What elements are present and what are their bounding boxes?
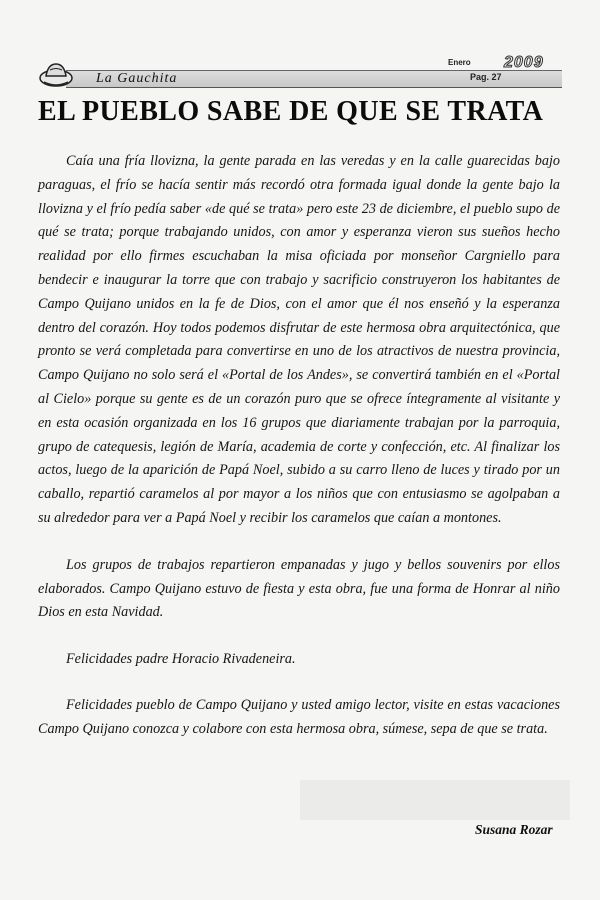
paragraph-2: Los grupos de trabajos repartieron empanadas y jugo y bellos souvenirs por ellos elaborados. Campo Quijano estuvo de fiesta y esta obra, fue una forma de Honrar al niño Dios en esta Navidad. — [38, 556, 560, 621]
magazine-title: La Gauchita — [96, 71, 178, 86]
paragraph-1: Caía una fría llovizna, la gente parada en las veredas y en la calle guarecidas bajo paraguas, el frío se hacía sentir más recordó otra formada igual donde la gente bajo la llovizna y el frío pedía saber «de qué se trata» pero este 23 de diciembre, el pueblo supo de qué se trata; porque trabajando unidos, con amor y esperanza vieron sus sueños hecho realidad por ello firmes escuchaban la misa oficiada por monseñor Cargniello para bendecir e inaugurar la torre que con trabajo y sacrificio construyeron los habitantes de Campo Quijano unidos en la fe de Dios, con el amor que él nos enseñó y la esperanza dentro del corazón. Hoy todos podemos disfrutar de este hermosa obra arquitectónica, que pronto se verá completada para convertirse en uno de los atractivos de nuestra provincia, Campo Quijano no solo será el «Portal de los Andes», se convertirá también en el «Portal al Cielo» porque su gente es de un corazón puro que se ofrece íntegramente al visitante y en esta ocasión organizada en los 16 grupos que diariamente trabajan por la parroquia, grupo de catequesis, legión de María, academia de corte y confección, etc. Al finalizar los actos, luego de la aparición de Papá Noel, subido a su carro lleno de luces y tirado por un caballo, repartió caramelos al por mayor a los niños que con entusiasmo se agolpaban a su alrededor para ver a Papá Noel y recibir los caramelos que caían a montones. — [38, 153, 560, 526]
paragraph-4: Felicidades pueblo de Campo Quijano y usted amigo lector, visite en estas vacaciones Campo Quijano conozca y colabore con esta hermosa obra, súmese, sepa de que se trata. — [38, 696, 560, 737]
issue-year: 2009 — [504, 54, 544, 71]
paragraph-3: Felicidades padre Horacio Rivadeneira. — [66, 651, 296, 668]
gaucho-hat-logo-icon — [38, 58, 74, 92]
article-title: EL PUEBLO SABE DE QUE SE TRATA — [38, 96, 544, 127]
issue-month: Enero — [448, 58, 471, 67]
article-body — [38, 150, 560, 742]
page-header — [38, 54, 562, 94]
show-through-shadow — [300, 780, 570, 820]
author-signature: Susana Rozar — [475, 822, 553, 837]
page-number: Pag. 27 — [470, 72, 502, 82]
